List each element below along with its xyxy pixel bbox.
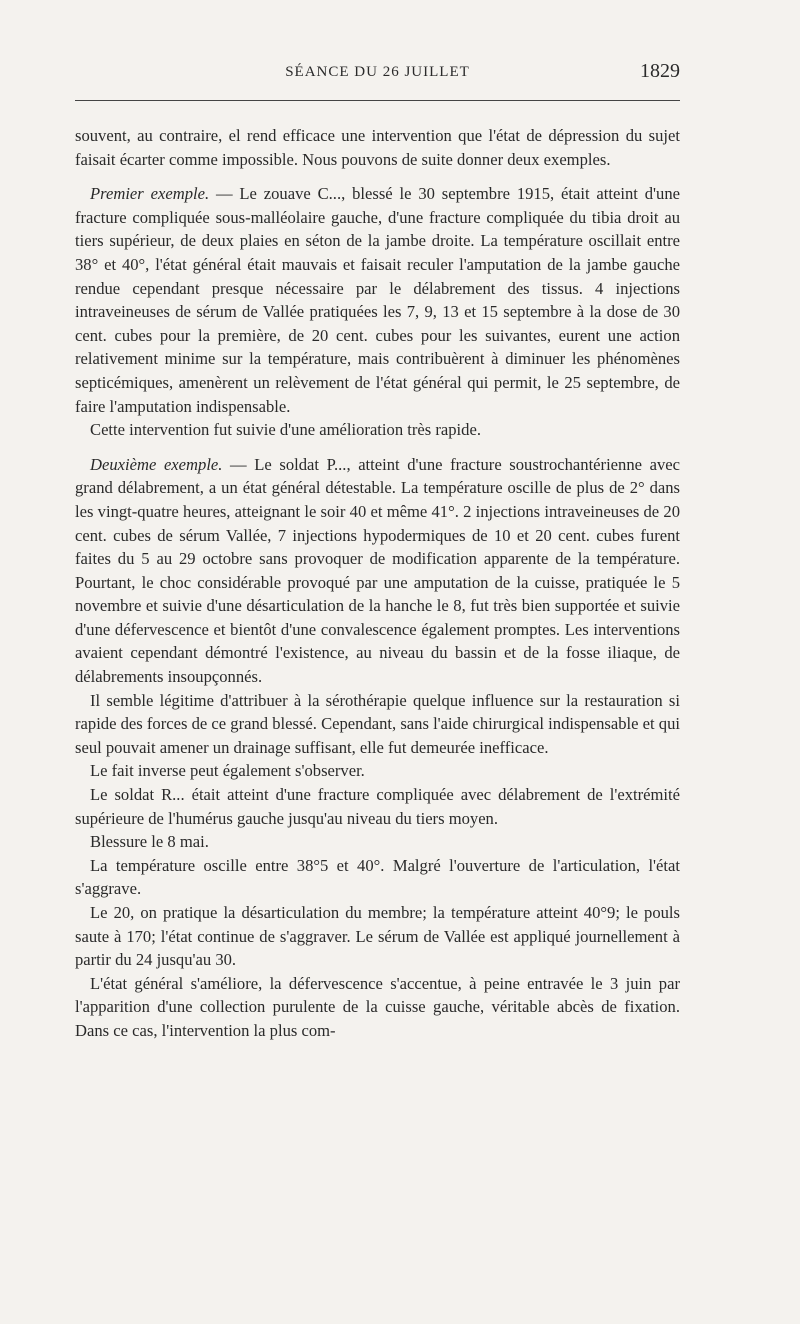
paragraph bbox=[75, 182, 680, 418]
paragraph-text: souvent, au contraire, el rend efficace une intervention que l'état de dépression du sujet faisait écarter comme impossible. Nous pouvons de suite donner deux exemples. bbox=[75, 126, 680, 169]
paragraph-lead: Premier exemple. bbox=[90, 184, 210, 204]
header-title: SÉANCE DU 26 JUILLET bbox=[285, 64, 470, 80]
paragraph-text: Le fait inverse peut également s'observer. bbox=[90, 761, 365, 781]
paragraph bbox=[75, 783, 680, 830]
paragraph bbox=[75, 854, 680, 901]
paragraph bbox=[75, 759, 680, 783]
paragraph bbox=[75, 901, 680, 972]
paragraph-text: Le 20, on pratique la désarticulation du membre; la température atteint 40°9; le pouls saute à 170; l'état continue de s'aggraver. Le sérum de Vallée est appliqué journellement à partir du 24 jusqu'au 30. bbox=[75, 903, 680, 970]
paragraph bbox=[75, 453, 680, 689]
paragraph-text: — Le zouave C..., blessé le 30 septembre 1915, était atteint d'une fracture compliquée sous-malléolaire gauche, d'une fracture compliquée du tibia droit au tiers supérieur, de deux plaies en séton de la jambe droite. La température oscillait entre 38° et 40°, l'état général était mauvais et faisait reculer l'amputation de la jambe gauche rendue cependant presque nécessaire par le délabrement des tissus. 4 injections intraveineuses de sérum de Vallée pratiquées les 7, 9, 13 et 15 septembre à la dose de 30 cent. cubes pour la première, de 20 cent. cubes pour les suivantes, eurent une action relativement minime sur la température, mais contribuèrent à diminuer les phénomènes septicémiques, amenèrent un relèvement de l'état général qui permit, le 25 septembre, de faire l'amputation indispensable. bbox=[75, 184, 680, 416]
paragraph-text: Il semble légitime d'attribuer à la sérothérapie quelque influence sur la restauration si rapide des forces de ce grand blessé. Cependant, sans l'aide chirurgical indispensable et qui seul pouvait amener un drainage suffisant, elle fut demeurée inefficace. bbox=[75, 690, 680, 757]
paragraph bbox=[75, 972, 680, 1043]
paragraph-text: L'état général s'améliore, la défervescence s'accentue, à peine entravée le 3 juin par l'apparition d'une collection purulente de la cuisse gauche, véritable abcès de fixation. Dans ce cas, l'intervention la plus com- bbox=[75, 973, 680, 1040]
paragraph-text: — Le soldat P..., atteint d'une fracture soustrochantérienne avec grand délabrement, a un état général détestable. La température oscille de plus de 2° dans les vingt-quatre heures, atteignant le soir 40 et même 41°. 2 injections intraveineuses de 20 cent. cubes de sérum Vallée, 7 injections hypodermiques de 10 et 20 cent. cubes furent faites du 5 au 29 octobre sans provoquer de modification apparente de la température. Pourtant, le choc considérable provoqué par une amputation de la cuisse, pratiquée le 5 novembre et suivie d'une désarticulation de la hanche le 8, fut très bien supportée et suivie d'une défervescence et bientôt d'une convalescence également promptes. Les interventions avaient cependant démontré l'existence, au niveau du bassin et de la fosse iliaque, de délabrements insoupçonnés. bbox=[75, 454, 680, 687]
paragraph-text: La température oscille entre 38°5 et 40°. Malgré l'ouverture de l'articulation, l'état s'aggrave. bbox=[75, 855, 680, 899]
paragraph-lead: Deuxième exemple. bbox=[90, 454, 223, 474]
paragraph-text: Cette intervention fut suivie d'une amélioration très rapide. bbox=[90, 420, 481, 440]
paragraph bbox=[75, 418, 680, 442]
running-header bbox=[75, 60, 680, 90]
body-text bbox=[75, 124, 680, 1043]
paragraph bbox=[75, 124, 680, 171]
paragraph bbox=[75, 830, 680, 854]
page-number: 1829 bbox=[640, 60, 680, 82]
paragraph-text: Blessure le 8 mai. bbox=[90, 832, 209, 852]
paragraph-text: Le soldat R... était atteint d'une fracture compliquée avec délabrement de l'extrémité supérieure de l'humérus gauche jusqu'au niveau du tiers moyen. bbox=[75, 785, 680, 828]
header-rule bbox=[75, 100, 680, 101]
paragraph bbox=[75, 689, 680, 760]
